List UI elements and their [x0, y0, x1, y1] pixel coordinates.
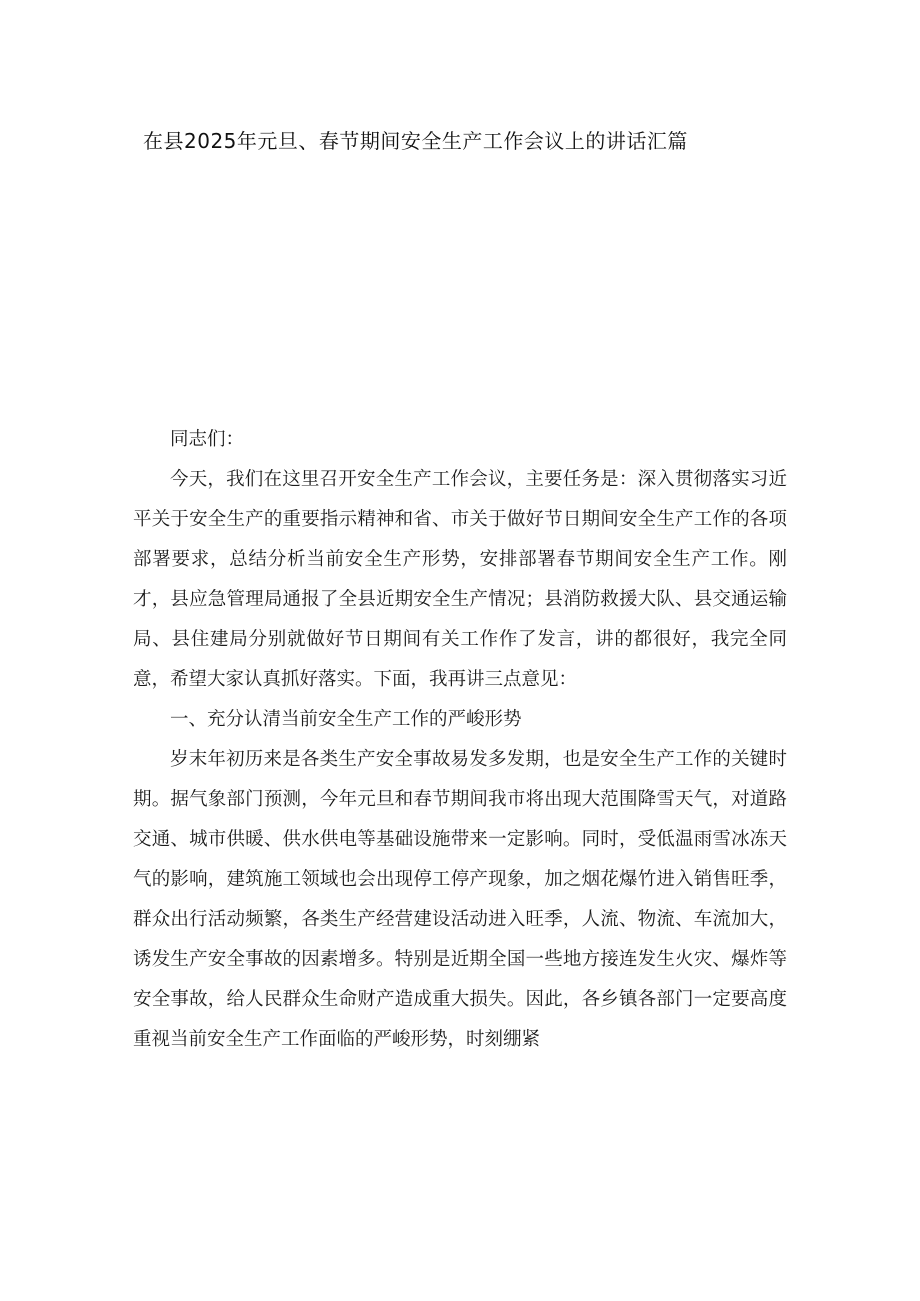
- document-body: [133, 420, 787, 1060]
- document-title: 在县2025年元旦、春节期间安全生产工作会议上的讲话汇篇: [143, 129, 688, 153]
- body-paragraph: 今天，我们在这里召开安全生产工作会议，主要任务是：深入贯彻落实习近平关于安全生产的重要指示精神和省、市关于做好节日期间安全生产工作的各项部署要求，总结分析当前安全生产形势，安排部署春节期间安全生产工作。刚才，县应急管理局通报了全县近期安全生产情况；县消防救援大队、县交通运输局、县住建局分别就做好节日期间有关工作作了发言，讲的都很好，我完全同意，希望大家认真抓好落实。下面，我再讲三点意见：: [133, 469, 787, 690]
- section-heading: 一、充分认清当前安全生产工作的严峻形势: [170, 709, 522, 730]
- body-paragraph: 岁末年初历来是各类生产安全事故易发多发期，也是安全生产工作的关键时期。据气象部门预测，今年元旦和春节期间我市将出现大范围降雪天气，对道路交通、城市供暖、供水供电等基础设施带来一定影响。同时，受低温雨雪冰冻天气的影响，建筑施工领域也会出现停工停产现象，加之烟花爆竹进入销售旺季，群众出行活动频繁，各类生产经营建设活动进入旺季，人流、物流、车流加大，诱发生产安全事故的因素增多。特别是近期全国一些地方接连发生火灾、爆炸等安全事故，给人民群众生命财产造成重大损失。因此，各乡镇各部门一定要高度重视当前安全生产工作面临的严峻形势，时刻绷紧: [133, 749, 787, 1050]
- salutation: 同志们：: [170, 429, 245, 450]
